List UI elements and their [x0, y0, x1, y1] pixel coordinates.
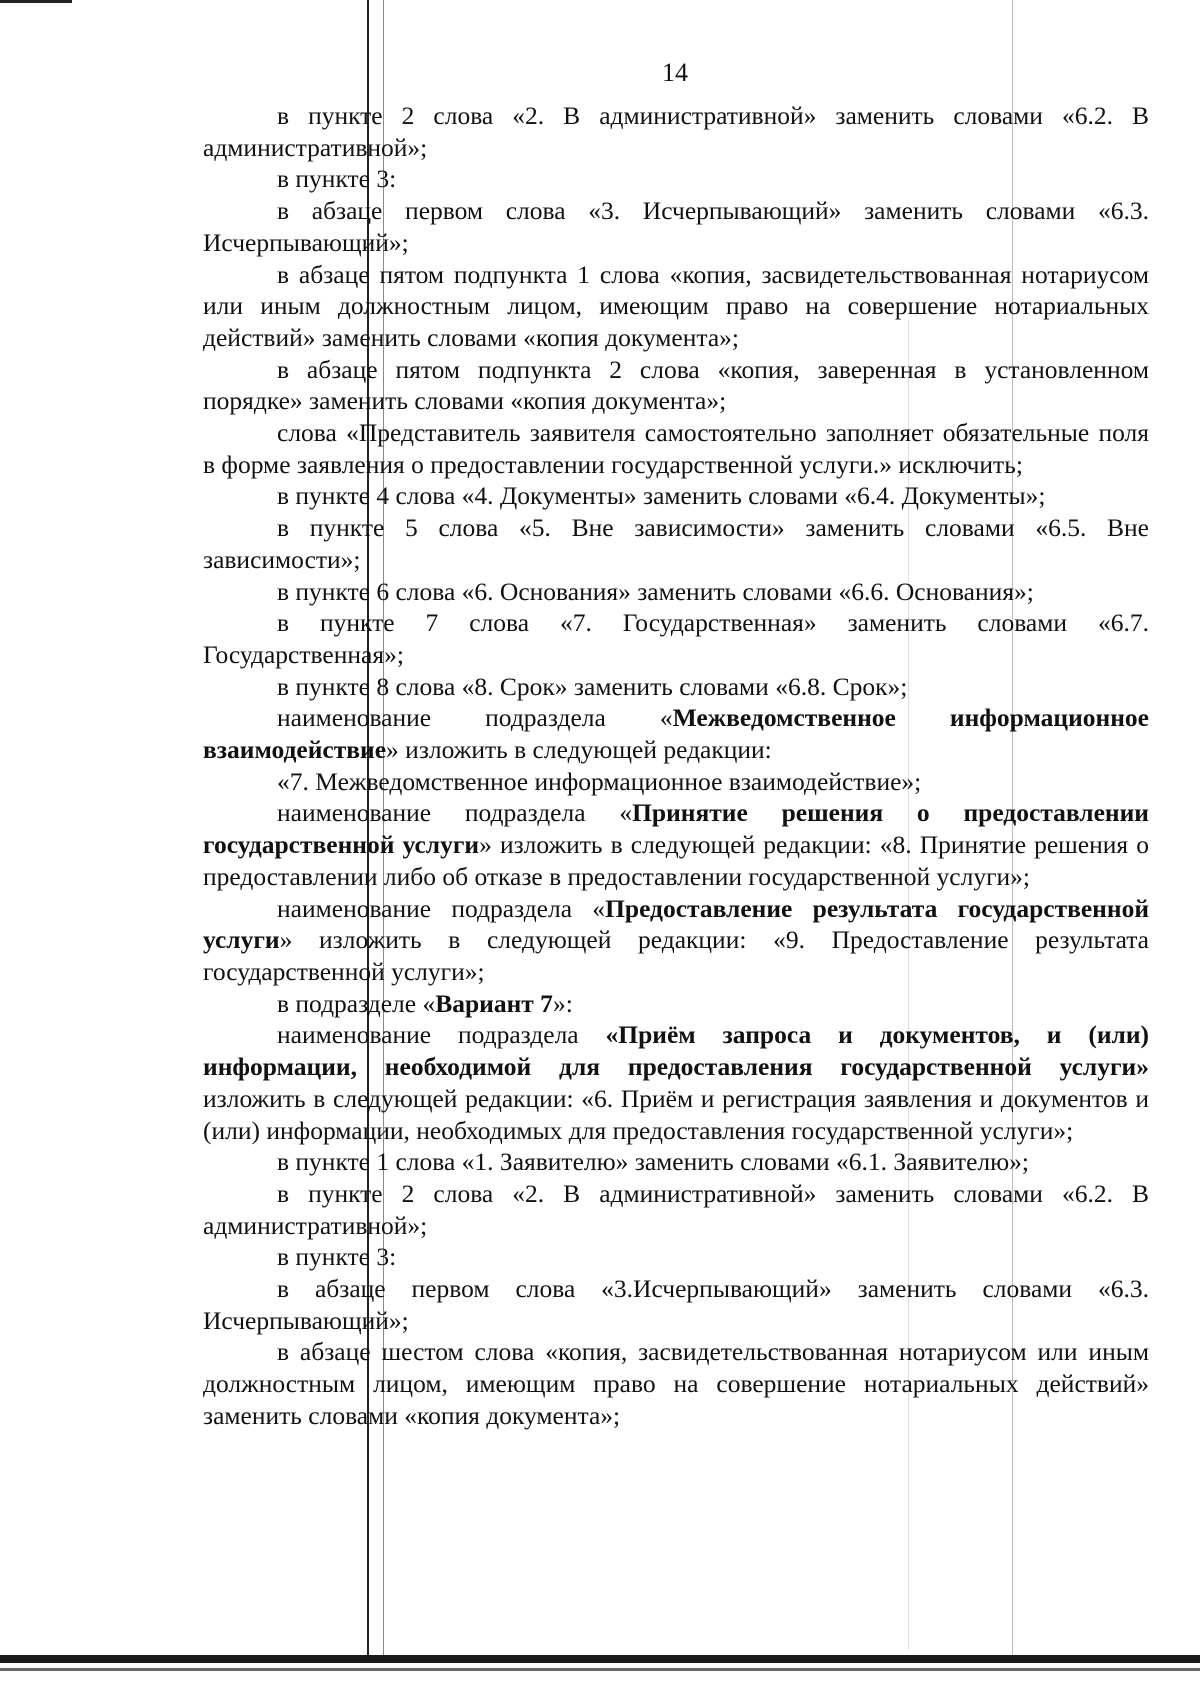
- paragraph: [203, 480, 1149, 512]
- paragraph: [203, 1336, 1149, 1431]
- paragraph: [203, 1019, 1149, 1146]
- paragraph: [203, 576, 1149, 608]
- text-run: слова «Представитель заявителя самостоятельно заполняет обязательные поля в форме заявления о предоставлении государственной услуги.» исключить;: [203, 418, 1149, 479]
- paragraph: [203, 163, 1149, 195]
- document-body: [203, 100, 1149, 1432]
- text-run: «7. Межведомственное информационное взаимодействие»;: [277, 766, 922, 796]
- text-run: в пункте 5 слова «5. Вне зависимости» заменить словами «6.5. Вне зависимости»;: [203, 513, 1149, 574]
- bold-run: Межведомственное информационное взаимодействие: [203, 703, 1150, 765]
- text-run: наименование подраздела «: [277, 893, 606, 923]
- text-run: »:: [552, 988, 573, 1018]
- text-run: в абзаце пятом подпункта 1 слова «копия, засвидетельствованная нотариусом или иным должностным лицом, имеющим право на совершение нотариальных действий» заменить словами «копия документа»;: [203, 259, 1149, 352]
- text-run: » изложить в следующей редакции:: [386, 735, 772, 765]
- paragraph: [203, 893, 1149, 988]
- paragraph: [203, 195, 1149, 258]
- paragraph: [203, 797, 1149, 892]
- paragraph: [203, 766, 1149, 798]
- text-run: в пункте 8 слова «8. Срок» заменить словами «6.8. Срок»;: [277, 671, 908, 701]
- text-run: в абзаце пятом подпункта 2 слова «копия, заверенная в установленном порядке» заменить словами «копия документа»;: [203, 354, 1149, 416]
- text-run: изложить в следующей редакции: «6. Приём и регистрация заявления и документов и (или) информации, необходимых для предоставления государственной услуги»;: [203, 1083, 1149, 1145]
- paragraph: [203, 1178, 1149, 1241]
- scan-artifact-bottom-edge-thin: [0, 1668, 1200, 1671]
- text-run: в пункте 2 слова «2. В административной» заменить словами «6.2. В административной»;: [203, 101, 1149, 162]
- paragraph: [203, 607, 1149, 670]
- paragraph: [203, 671, 1149, 703]
- bold-run: Принятие решения о предоставлении государственной услуги: [203, 798, 1149, 860]
- paragraph: [203, 988, 1149, 1020]
- text-run: в пункте 6 слова «6. Основания» заменить словами «6.6. Основания»;: [277, 576, 1034, 606]
- text-run: » изложить в следующей редакции: «9. Предоставление результата государственной услуги»;: [203, 925, 1149, 986]
- text-run: в абзаце первом слова «3. Исчерпывающий» заменить словами «6.3. Исчерпывающий»;: [203, 196, 1149, 257]
- paragraph: [203, 354, 1149, 417]
- paragraph: [203, 100, 1149, 163]
- page-number: 14: [662, 58, 688, 87]
- text-run: в пункте 3:: [277, 164, 397, 194]
- text-run: наименование подраздела «: [277, 703, 673, 733]
- paragraph: [203, 417, 1149, 480]
- text-run: в пункте 2 слова «2. В административной» заменить словами «6.2. В административной»;: [203, 1178, 1149, 1240]
- text-run: » изложить в следующей редакции: «8. Принятие решения о предоставлении либо об отказе в предоставлении государственной услуги»;: [203, 830, 1149, 891]
- paragraph: [203, 1146, 1149, 1178]
- bold-run: Предоставление результата государственной услуги: [203, 893, 1150, 955]
- paragraph: [203, 259, 1149, 354]
- paragraph: [203, 1241, 1149, 1273]
- text-run: в пункте 1 слова «1. Заявителю» заменить словами «6.1. Заявителю»;: [277, 1147, 1030, 1177]
- bold-run: «Приём запроса и документов, и (или) информации, необходимой для предоставления государственной услуги»: [203, 1020, 1149, 1082]
- text-run: в пункте 4 слова «4. Документы» заменить словами «6.4. Документы»;: [277, 481, 1046, 511]
- text-run: в пункте 7 слова «7. Государственная» заменить словами «6.7. Государственная»;: [203, 608, 1149, 669]
- text-run: наименование подраздела: [277, 1020, 606, 1050]
- text-run: наименование подраздела «: [277, 798, 633, 828]
- paragraph: [203, 512, 1149, 575]
- paragraph: [203, 1273, 1149, 1336]
- scan-artifact-bottom-edge: [0, 1655, 1200, 1663]
- text-run: в подразделе «: [277, 988, 436, 1018]
- text-run: в пункте 3:: [277, 1242, 397, 1272]
- scan-artifact-top: [0, 0, 72, 3]
- text-run: в абзаце шестом слова «копия, засвидетельствованная нотариусом или иным должностным лицом, имеющим право на совершение нотариальных действий» заменить словами «копия документа»;: [203, 1337, 1149, 1430]
- text-run: в абзаце первом слова «3.Исчерпывающий» заменить словами «6.3. Исчерпывающий»;: [203, 1274, 1149, 1335]
- bold-run: Вариант 7: [435, 988, 553, 1018]
- paragraph: [203, 702, 1149, 765]
